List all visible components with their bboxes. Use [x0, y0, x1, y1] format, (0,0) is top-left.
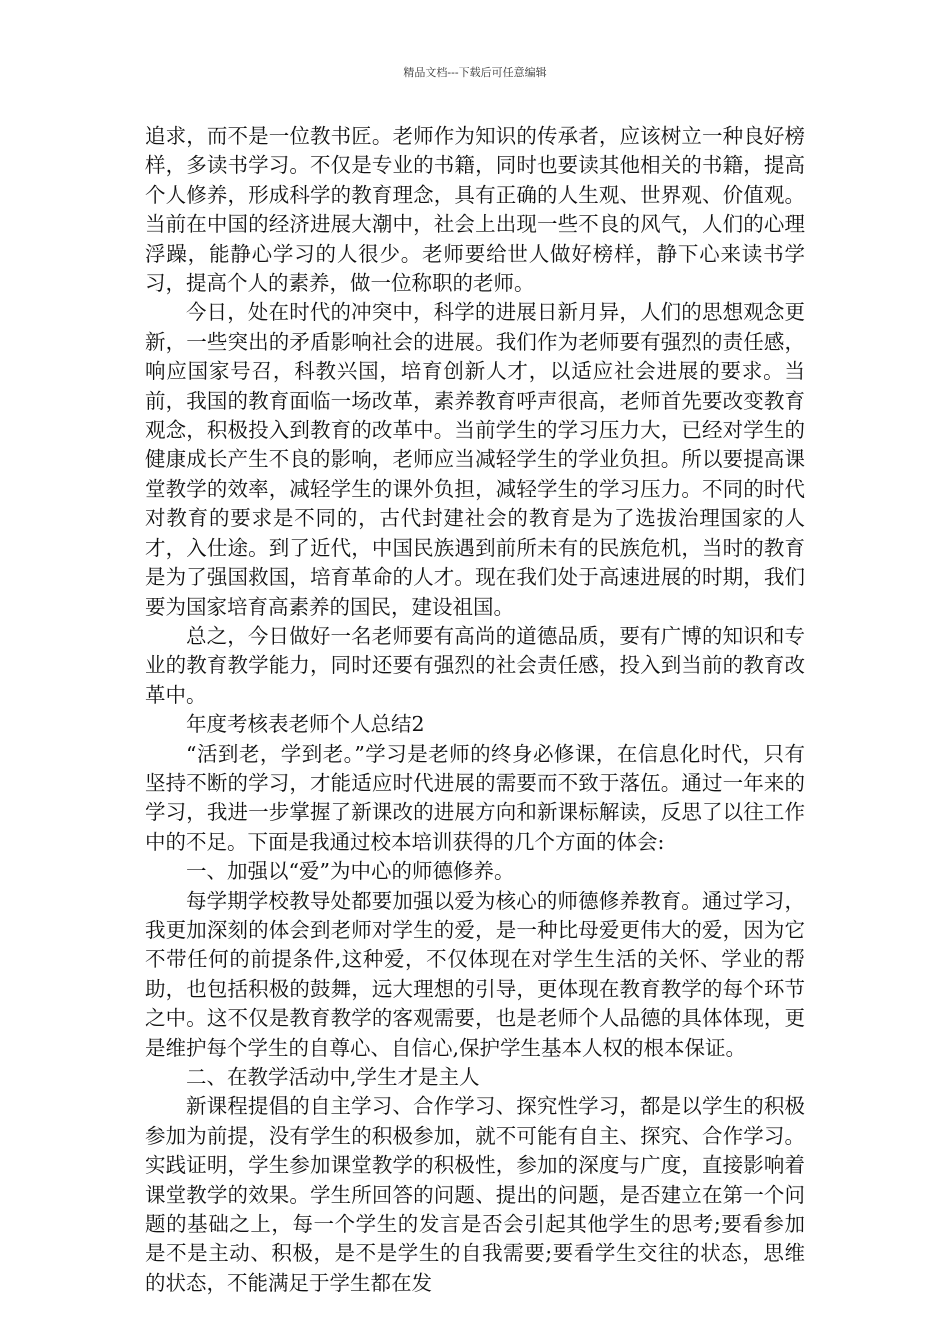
paragraph: 新课程提倡的自主学习、合作学习、探究性学习，都是以学生的积极参加为前提，没有学生的积极参加，就不可能有自主、探究、合作学习。实践证明，学生参加课堂教学的积极性，参加的深度与广度，直接影响着课堂教学的效果。学生所回答的问题、提出的问题，是否建立在第一个问题的基础之上，每一个学生的发言是否会引起其他学生的思考;要看参加是不是主动、积极，是不是学生的自我需要;要看学生交往的状态，思维的状态，不能满足于学生都在发 [145, 1094, 805, 1295]
document-body [145, 122, 805, 1298]
paragraph-continued: 追求，而不是一位教书匠。老师作为知识的传承者，应该树立一种良好榜样，多读书学习。不仅是专业的书籍，同时也要读其他相关的书籍，提高个人修养，形成科学的教育理念，具有正确的人生观、世界观、价值观。当前在中国的经济进展大潮中，社会上出现一些不良的风气，人们的心理浮躁，能静心学习的人很少。老师要给世人做好榜样，静下心来读书学习，提高个人的素养，做一位称职的老师。 [145, 124, 805, 296]
paragraph: 今日，处在时代的冲突中，科学的进展日新月异，人们的思想观念更新，一些突出的矛盾影响社会的进展。我们作为老师要有强烈的责任感，响应国家号召，科教兴国，培育创新人才，以适应社会进展的要求。当前，我国的教育面临一场改革，素养教育呼声很高，老师首先要改变教育观念，积极投入到教育的改革中。当前学生的学习压力大，已经对学生的健康成长产生不良的影响，老师应当减轻学生的学业负担。所以要提高课堂教学的效率，减轻学生的课外负担，减轻学生的学习压力。不同的时代对教育的要求是不同的，古代封建社会的教育是为了选拔治理国家的人才，入仕途。到了近代，中国民族遇到前所未有的民族危机，当时的教育是为了强国救国，培育革命的人才。现在我们处于高速进展的时期，我们要为国家培育高素养的国民，建设祖国。 [145, 300, 805, 619]
paragraph: 总之，今日做好一名老师要有高尚的道德品质，要有广博的知识和专业的教育教学能力，同时还要有强烈的社会责任感，投入到当前的教育改革中。 [145, 623, 805, 707]
paragraph: “活到老，学到老。”学习是老师的终身必修课，在信息化时代，只有坚持不断的学习，才能适应时代进展的需要而不致于落伍。通过一年来的学习，我进一步掌握了新课改的进展方向和新课标解读，反思了以往工作中的不足。下面是我通过校本培训获得的几个方面的体会: [145, 741, 805, 854]
section-heading: 一、加强以“爱”为中心的师德修养。 [186, 859, 515, 884]
page-header: 精品文档---下载后可任意编辑 [403, 66, 547, 79]
paragraph: 每学期学校教导处都要加强以爱为核心的师德修养教育。通过学习，我更加深刻的体会到老师对学生的爱，是一种比母爱更伟大的爱，因为它不带任何的前提条件,这种爱，不仅体现在对学生生活的关怀、学业的帮助，也包括积极的鼓舞，远大理想的引导，更体现在教育教学的每个环节之中。这不仅是教育教学的客观需要，也是老师个人品德的具体体现，更是维护每个学生的自尊心、自信心,保护学生基本人权的根本保证。 [145, 888, 805, 1060]
section-heading: 二、在教学活动中,学生才是主人 [186, 1065, 480, 1089]
section-title: 年度考核表老师个人总结2 [186, 712, 425, 737]
